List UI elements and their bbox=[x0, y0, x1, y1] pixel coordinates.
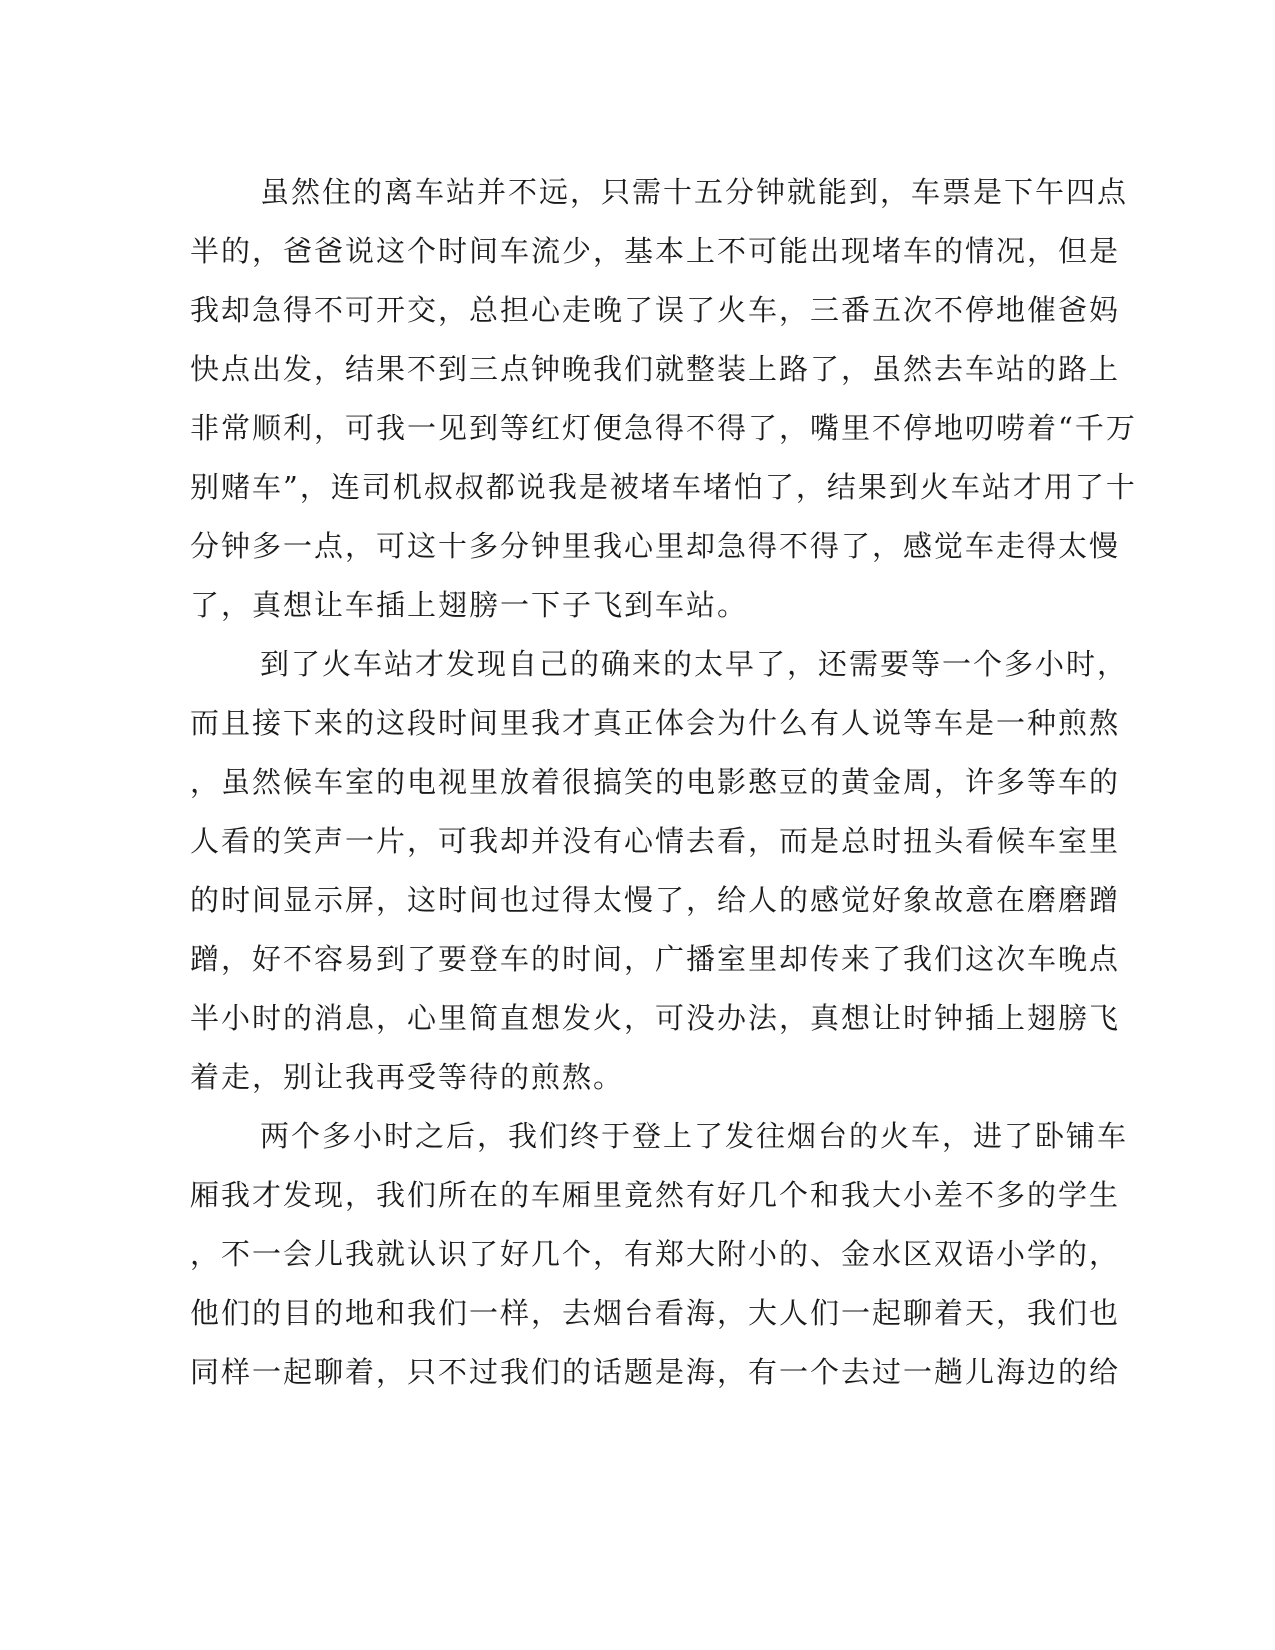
text-line: 了，真想让车插上翅膀一下子飞到车站。 bbox=[190, 588, 749, 622]
text-line: 半小时的消息，心里简直想发火，可没办法，真想让时钟插上翅膀飞 bbox=[190, 1001, 1121, 1035]
text-line: 半的，爸爸说这个时间车流少，基本上不可能出现堵车的情况，但是 bbox=[190, 234, 1121, 268]
text-line: 别赌车”，连司机叔叔都说我是被堵车堵怕了，结果到火车站才用了十 bbox=[190, 470, 1137, 504]
text-line: 人看的笑声一片，可我却并没有心情去看，而是总时扭头看候车室里 bbox=[190, 824, 1121, 858]
text-line: 着走，别让我再受等待的煎熬。 bbox=[190, 1060, 625, 1094]
text-line: 蹭，好不容易到了要登车的时间，广播室里却传来了我们这次车晚点 bbox=[190, 942, 1121, 976]
text-line: 两个多小时之后，我们终于登上了发往烟台的火车，进了卧铺车 bbox=[260, 1119, 1129, 1153]
text-line: 快点出发，结果不到三点钟晚我们就整装上路了，虽然去车站的路上 bbox=[190, 352, 1121, 386]
text-line: 的时间显示屏，这时间也过得太慢了，给人的感觉好象故意在磨磨蹭 bbox=[190, 883, 1121, 917]
text-line: 我却急得不可开交，总担心走晚了误了火车，三番五次不停地催爸妈 bbox=[190, 293, 1121, 327]
text-line: 到了火车站才发现自己的确来的太早了，还需要等一个多小时， bbox=[260, 647, 1129, 681]
text-line: 非常顺利，可我一见到等红灯便急得不得了，嘴里不停地叨唠着“千万 bbox=[190, 411, 1137, 445]
text-line: 厢我才发现，我们所在的车厢里竟然有好几个和我大小差不多的学生 bbox=[190, 1178, 1121, 1212]
text-line: 他们的目的地和我们一样，去烟台看海，大人们一起聊着天，我们也 bbox=[190, 1296, 1121, 1330]
body-text bbox=[190, 163, 1137, 1402]
text-line: 而且接下来的这段时间里我才真正体会为什么有人说等车是一种煎熬 bbox=[190, 706, 1121, 740]
text-line: 同样一起聊着，只不过我们的话题是海，有一个去过一趟儿海边的给 bbox=[190, 1355, 1121, 1389]
text-line: ，不一会儿我就认识了好几个，有郑大附小的、金水区双语小学的， bbox=[190, 1237, 1121, 1271]
text-line: ，虽然候车室的电视里放着很搞笑的电影憨豆的黄金周，许多等车的 bbox=[190, 765, 1121, 799]
text-line: 虽然住的离车站并不远，只需十五分钟就能到，车票是下午四点 bbox=[260, 175, 1129, 209]
text-line: 分钟多一点，可这十多分钟里我心里却急得不得了，感觉车走得太慢 bbox=[190, 529, 1121, 563]
